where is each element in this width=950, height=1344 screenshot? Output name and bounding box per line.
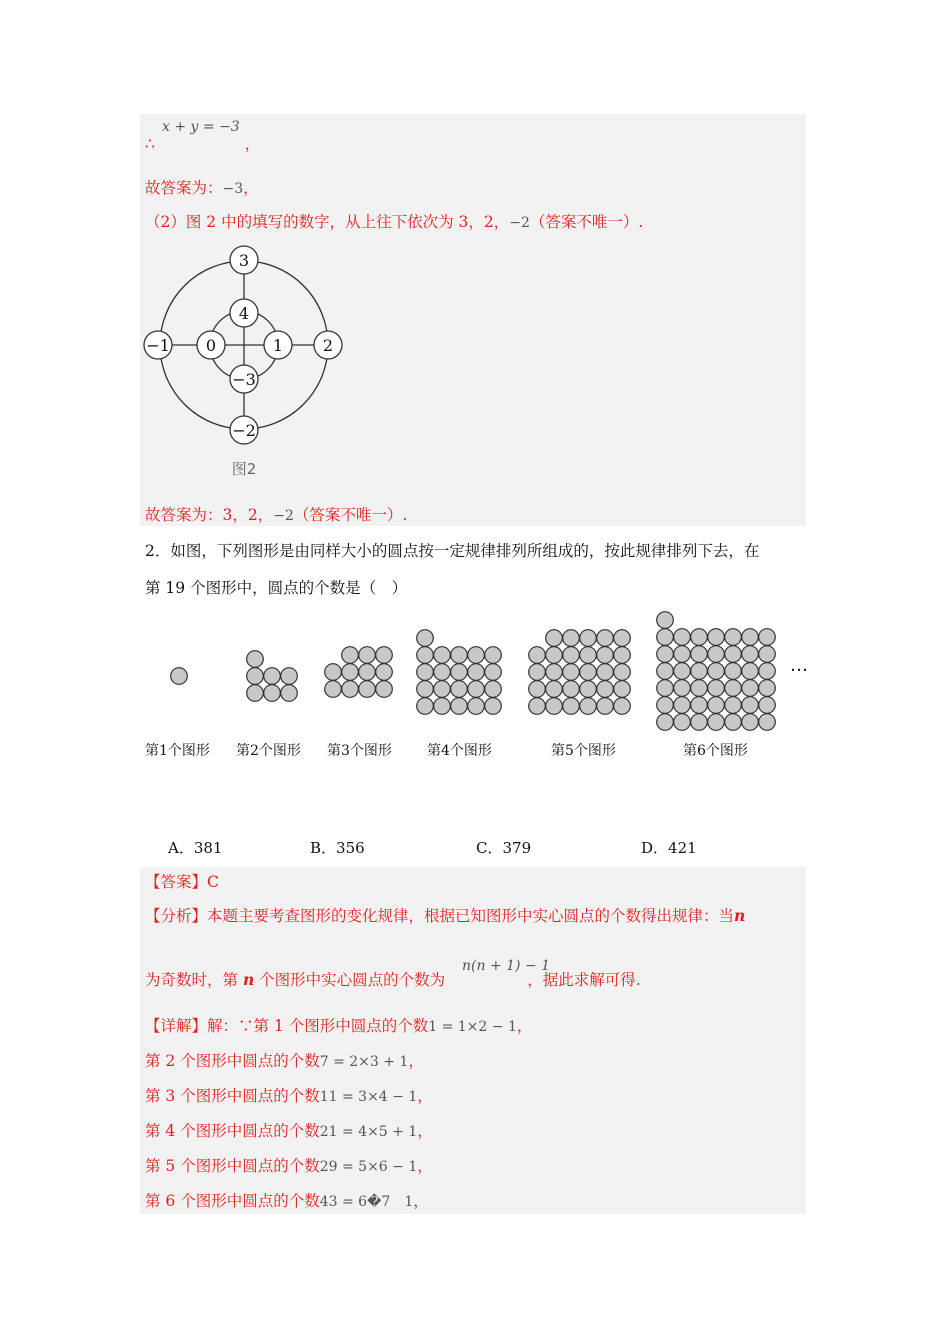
dot-fig5	[529, 647, 546, 664]
dot-fig6	[657, 646, 674, 663]
question-line-2: 第 19 个图形中，圆点的个数是（ ）	[145, 579, 408, 597]
dot-fig6	[725, 680, 742, 697]
dot-fig6	[691, 663, 708, 680]
detail-line-1: 【详解】解：∵第 1 个图形中圆点的个数1 = 1×2 − 1，	[145, 1017, 533, 1035]
dot-fig4	[485, 664, 502, 681]
num-inner-left: 0	[205, 336, 217, 355]
option-d[interactable]: D．421	[641, 839, 697, 857]
detail-line-6: 第 6 个图形中圆点的个数43 = 6�7 1，	[145, 1192, 429, 1210]
answer-line: 【答案】C	[145, 873, 219, 891]
dot-fig2	[247, 685, 264, 702]
dot-fig5	[563, 647, 580, 664]
dot-fig5	[546, 698, 563, 715]
dot-fig4	[485, 647, 502, 664]
dot-fig6	[691, 629, 708, 646]
analysis-formula: n(n + 1) − 1	[462, 958, 551, 974]
dot-fig3	[376, 681, 393, 698]
dot-fig6	[674, 646, 691, 663]
dot-fig5	[614, 664, 631, 681]
equation-line: x + y = −3	[162, 119, 240, 135]
dot-fig3	[359, 647, 376, 664]
dot-fig3	[359, 681, 376, 698]
dot-fig4	[451, 664, 468, 681]
dot-fig6	[657, 663, 674, 680]
dot-fig6	[759, 697, 776, 714]
question-line-1: 2．如图，下列图形是由同样大小的圆点按一定规律排列所组成的，按此规律排列下去，在	[145, 542, 760, 560]
dot-fig3	[342, 681, 359, 698]
dot-fig5	[597, 630, 614, 647]
dot-fig6	[708, 629, 725, 646]
analysis-line-2: 为奇数时，第 n 个图形中实心圆点的个数为 ，据此求解可得.	[145, 970, 641, 989]
dot-fig6	[708, 697, 725, 714]
num-inner-bottom: −3	[232, 370, 256, 389]
dot-fig6	[691, 697, 708, 714]
answer2-line: 故答案为：3，2，−2（答案不唯一）.	[145, 506, 408, 524]
dot-fig4	[434, 664, 451, 681]
dot-fig6	[742, 646, 759, 663]
dot-fig6	[708, 714, 725, 731]
dot-fig6	[691, 714, 708, 731]
dot-fig6	[742, 680, 759, 697]
dot-fig5	[614, 681, 631, 698]
dot-fig6	[657, 714, 674, 731]
figure-label-3: 第3个图形	[327, 743, 392, 759]
dot-fig5	[529, 698, 546, 715]
dot-fig6	[657, 612, 674, 629]
dot-fig6	[725, 714, 742, 731]
dot-fig6	[742, 629, 759, 646]
dot-fig6	[725, 663, 742, 680]
dot-fig2	[281, 668, 298, 685]
dot-fig3	[342, 664, 359, 681]
dot-fig6	[725, 697, 742, 714]
dot-fig4	[468, 698, 485, 715]
dot-fig6	[708, 646, 725, 663]
dot-fig5	[563, 664, 580, 681]
dot-fig6	[759, 646, 776, 663]
dot-fig5	[597, 681, 614, 698]
dot-fig3	[359, 664, 376, 681]
dot-fig5	[580, 630, 597, 647]
dot-fig5	[529, 681, 546, 698]
dot-fig3	[376, 664, 393, 681]
figure-label-5: 第5个图形	[551, 743, 616, 759]
dot-fig3	[325, 681, 342, 698]
dot-fig5	[580, 647, 597, 664]
dot-fig4	[417, 630, 434, 647]
dot-fig6	[657, 680, 674, 697]
option-a[interactable]: A．381	[168, 839, 223, 857]
dot-fig5	[546, 681, 563, 698]
analysis-line-1: 【分析】本题主要考查图形的变化规律，根据已知图形中实心圆点的个数得出规律：当n	[145, 906, 746, 925]
dot-fig5	[546, 630, 563, 647]
therefore-line: ∴ ，	[145, 135, 261, 153]
dot-fig3	[325, 664, 342, 681]
option-c[interactable]: C．379	[476, 839, 532, 857]
dot-fig6	[674, 714, 691, 731]
dot-fig6	[657, 629, 674, 646]
num-bottom: −2	[232, 421, 256, 440]
dot-fig5	[580, 698, 597, 715]
dot-fig4	[468, 647, 485, 664]
detail-line-4: 第 4 个图形中圆点的个数21 = 4×5 + 1，	[145, 1122, 433, 1140]
num-top: 3	[238, 251, 250, 270]
dot-fig6	[691, 646, 708, 663]
dot-fig6	[742, 663, 759, 680]
dot-fig4	[468, 664, 485, 681]
dot-fig4	[451, 647, 468, 664]
dot-fig3	[376, 647, 393, 664]
dot-fig4	[417, 698, 434, 715]
dot-fig5	[529, 664, 546, 681]
detail-line-2: 第 2 个图形中圆点的个数7 = 2×3 + 1，	[145, 1052, 424, 1070]
dot-fig6	[759, 680, 776, 697]
dot-fig5	[614, 647, 631, 664]
dot-fig4	[434, 647, 451, 664]
figure-caption: 图2	[231, 460, 257, 478]
dot-fig4	[468, 681, 485, 698]
dot-fig2	[247, 651, 264, 668]
dot-fig6	[742, 714, 759, 731]
dot-fig4	[485, 681, 502, 698]
detail-line-5: 第 5 个图形中圆点的个数29 = 5×6 − 1，	[145, 1157, 433, 1175]
dot-fig6	[674, 663, 691, 680]
detail-line-3: 第 3 个图形中圆点的个数11 = 3×4 − 1，	[145, 1087, 433, 1105]
ellipsis: …	[790, 655, 808, 676]
dot-fig6	[691, 680, 708, 697]
dot-fig5	[597, 647, 614, 664]
dot-fig5	[614, 630, 631, 647]
dot-fig4	[434, 698, 451, 715]
dot-fig6	[759, 714, 776, 731]
dot-fig6	[657, 697, 674, 714]
dot-fig5	[546, 664, 563, 681]
figure-2-diagram	[140, 240, 360, 480]
dot-fig5	[614, 698, 631, 715]
dot-fig5	[597, 664, 614, 681]
answer1-line: 故答案为：−3，	[145, 179, 259, 197]
dot-fig6	[725, 646, 742, 663]
dot-fig2	[264, 685, 281, 702]
figure-label-2: 第2个图形	[236, 743, 301, 759]
dot-fig6	[725, 629, 742, 646]
dot-fig3	[342, 647, 359, 664]
figure-label-6: 第6个图形	[683, 743, 748, 759]
dot-fig5	[580, 681, 597, 698]
dot-fig4	[485, 698, 502, 715]
option-b[interactable]: B．356	[310, 839, 365, 857]
dot-fig5	[563, 698, 580, 715]
num-left: −1	[146, 336, 170, 355]
dot-fig6	[674, 697, 691, 714]
figure-label-1: 第1个图形	[145, 743, 210, 759]
dot-fig5	[546, 647, 563, 664]
dot-fig5	[580, 664, 597, 681]
dot-fig4	[417, 681, 434, 698]
dot-fig2	[281, 685, 298, 702]
dot-fig4	[451, 681, 468, 698]
num-right: 2	[322, 336, 334, 355]
dot-fig4	[434, 681, 451, 698]
dot-fig4	[417, 647, 434, 664]
dot-fig2	[264, 668, 281, 685]
figure-label-4: 第4个图形	[427, 743, 492, 759]
dot-fig4	[451, 698, 468, 715]
dot-fig6	[708, 680, 725, 697]
dot-fig5	[563, 681, 580, 698]
dot-fig4	[417, 664, 434, 681]
dot-fig5	[597, 698, 614, 715]
dot-fig1	[171, 668, 188, 685]
part2-line: （2）图 2 中的填写的数字，从上往下依次为 3，2，−2（答案不唯一）.	[145, 213, 644, 231]
num-inner-top: 4	[238, 304, 250, 323]
num-inner-right: 1	[272, 336, 284, 355]
dot-fig5	[563, 630, 580, 647]
dot-fig6	[674, 680, 691, 697]
dot-fig6	[708, 663, 725, 680]
dot-fig6	[759, 663, 776, 680]
dot-fig6	[674, 629, 691, 646]
dot-fig2	[247, 668, 264, 685]
dot-fig6	[759, 629, 776, 646]
dot-fig6	[742, 697, 759, 714]
